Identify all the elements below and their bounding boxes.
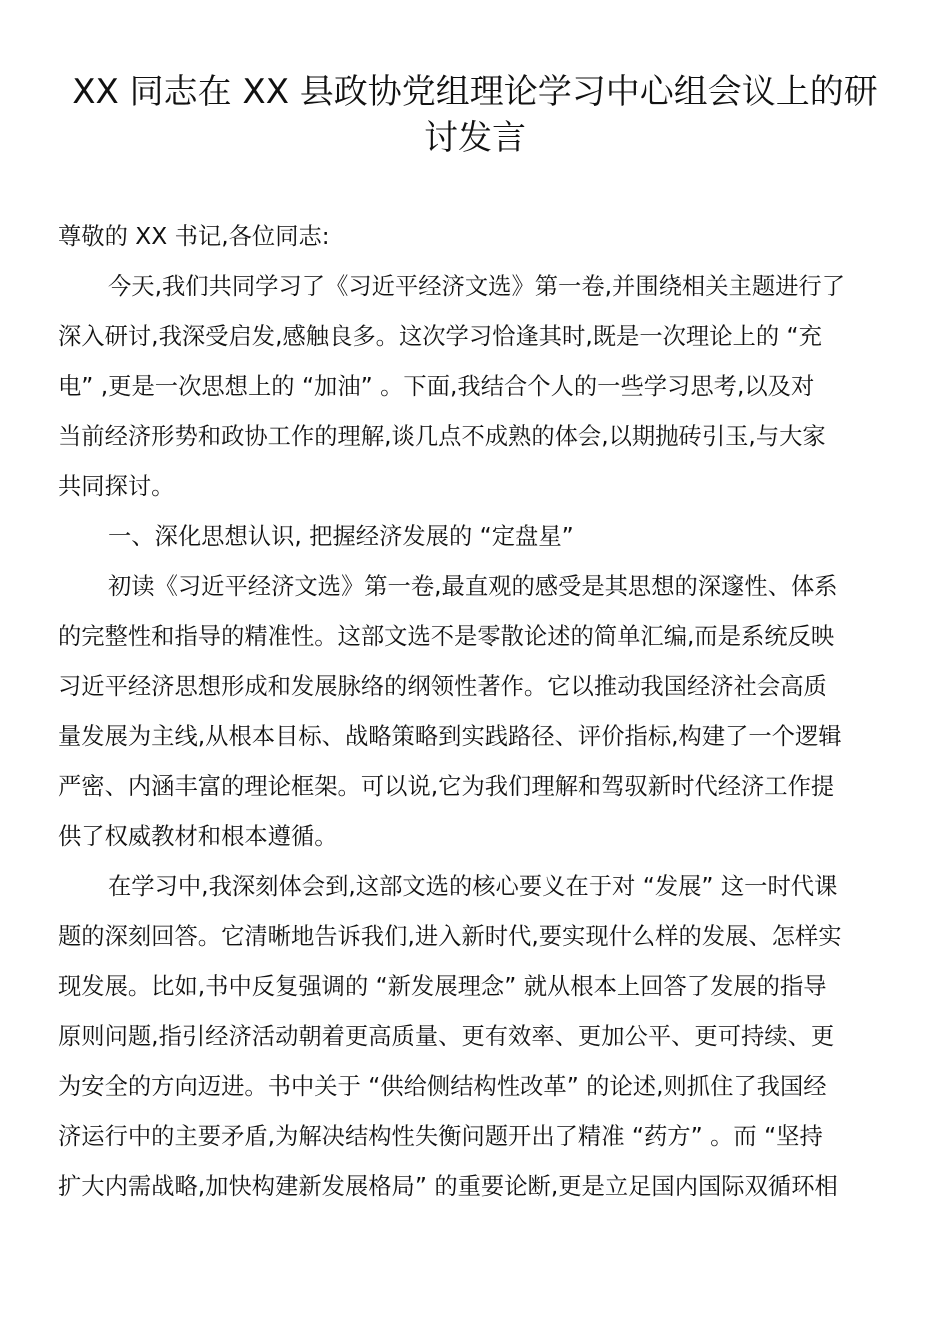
paragraph-line: 现发展。比如,书中反复强调的 “新发展理念” 就从根本上回答了发展的指导 <box>58 973 827 1000</box>
paragraph-line: 量发展为主线,从根本目标、战略策略到实践路径、评价指标,构建了一个逻辑 <box>58 723 842 750</box>
salutation: 尊敬的 XX 书记,各位同志: <box>58 223 330 250</box>
paragraph-line: 的完整性和指导的精准性。这部文选不是零散论述的简单汇编,而是系统反映 <box>58 623 835 650</box>
paragraph-line: 初读《习近平经济文选》第一卷,最直观的感受是其思想的深邃性、体系 <box>108 573 838 600</box>
paragraph-line: 原则问题,指引经济活动朝着更高质量、更有效率、更加公平、更可持续、更 <box>58 1023 835 1050</box>
document-title-line-2: 讨发言 <box>424 118 526 158</box>
paragraph-line: 为安全的方向迈进。书中关于 “供给侧结构性改革” 的论述,则抓住了我国经 <box>58 1073 827 1100</box>
document-title-line-1: XX 同志在 XX 县政协党组理论学习中心组会议上的研 <box>72 72 878 112</box>
paragraph-line: 题的深刻回答。它清晰地告诉我们,进入新时代,要实现什么样的发展、怎样实 <box>58 923 842 950</box>
paragraph-line: 共同探讨。 <box>58 473 175 500</box>
paragraph-line: 深入研讨,我深受启发,感触良多。这次学习恰逢其时,既是一次理论上的 “充 <box>58 323 822 350</box>
paragraph-line: 严密、内涵丰富的理论框架。可以说,它为我们理解和驾驭新时代经济工作提 <box>58 773 835 800</box>
paragraph-line: 在学习中,我深刻体会到,这部文选的核心要义在于对 “发展” 这一时代课 <box>108 873 838 900</box>
paragraph-line: 扩大内需战略,加快构建新发展格局” 的重要论断,更是立足国内国际双循环相 <box>58 1173 838 1200</box>
section-heading: 一、深化思想认识, 把握经济发展的 “定盘星” <box>108 523 574 550</box>
paragraph-line: 供了权威教材和根本遵循。 <box>58 823 338 850</box>
paragraph-line: 习近平经济思想形成和发展脉络的纲领性著作。它以推动我国经济社会高质 <box>58 673 827 700</box>
paragraph-line: 济运行中的主要矛盾,为解决结构性失衡问题开出了精准 “药方” 。而 “坚持 <box>58 1123 823 1150</box>
paragraph-line: 电” ,更是一次思想上的 “加油” 。下面,我结合个人的一些学习思考,以及对 <box>58 373 815 400</box>
paragraph-line: 今天,我们共同学习了《习近平经济文选》第一卷,并围绕相关主题进行了 <box>108 273 846 300</box>
paragraph-line: 当前经济形势和政协工作的理解,谈几点不成熟的体会,以期抛砖引玉,与大家 <box>58 423 826 450</box>
